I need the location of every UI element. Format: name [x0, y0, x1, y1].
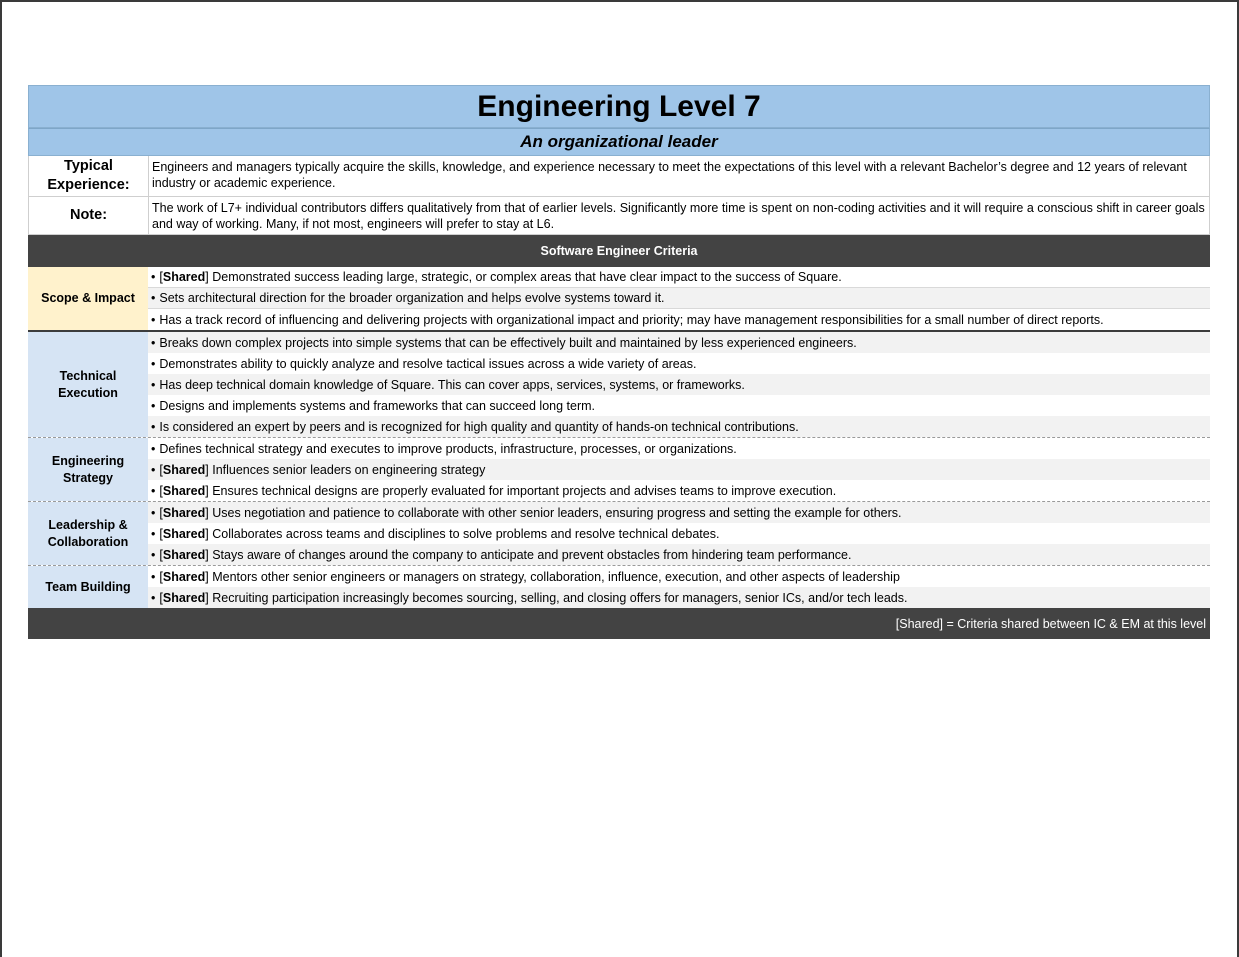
bullet: • [151, 462, 156, 477]
criteria-item [148, 544, 1210, 565]
criteria-item [148, 267, 1210, 288]
criteria-text: Collaborates across teams and disciplines to solve problems and resolve technical debates. [208, 526, 720, 541]
criteria-items [148, 267, 1210, 330]
bracket-close: ] [205, 270, 209, 284]
criteria-text: Recruiting participation increasingly becomes sourcing, selling, and closing offers for managers, senior ICs, and/or tech leads. [208, 590, 908, 605]
criteria-item [148, 480, 1210, 501]
bracket-open: [ [159, 462, 163, 477]
criteria-group [28, 332, 1210, 438]
criteria-item [148, 288, 1210, 309]
bracket-close: ] [205, 590, 209, 605]
bullet: • [151, 291, 156, 305]
bracket-open: [ [159, 569, 163, 584]
criteria-group [28, 267, 1210, 332]
bracket-open: [ [159, 526, 163, 541]
criteria-text: Is considered an expert by peers and is recognized for high quality and quantity of hands-on technical contributions. [159, 419, 799, 434]
criteria-text: Stays aware of changes around the company to anticipate and prevent obstacles from hindering team performance. [208, 547, 852, 562]
shared-tag: Shared [162, 462, 206, 477]
info-label-note: Note: [29, 197, 149, 234]
criteria-items [148, 502, 1210, 565]
level-sheet [28, 85, 1210, 639]
criteria-group [28, 502, 1210, 566]
criteria-text: Demonstrated success leading large, strategic, or complex areas that have clear impact to the success of Square. [208, 270, 842, 284]
shared-tag: Shared [162, 483, 206, 498]
criteria-item [148, 459, 1210, 480]
bullet: • [151, 377, 156, 392]
bullet: • [151, 335, 156, 350]
criteria-group-label: Engineering Strategy [28, 438, 148, 501]
criteria-item [148, 587, 1210, 608]
bullet: • [151, 590, 156, 605]
criteria-text: Breaks down complex projects into simple systems that can be effectively built and maintained by less experienced engineers. [159, 335, 857, 350]
shared-tag: Shared [162, 270, 206, 284]
criteria-item [148, 309, 1210, 330]
bracket-close: ] [205, 483, 209, 498]
bracket-open: [ [159, 505, 163, 520]
criteria-item [148, 502, 1210, 523]
section-header: Software Engineer Criteria [28, 235, 1210, 267]
bullet: • [151, 526, 156, 541]
criteria-items [148, 332, 1210, 437]
bullet: • [151, 398, 156, 413]
criteria-text: Has deep technical domain knowledge of Square. This can cover apps, services, systems, or frameworks. [159, 377, 745, 392]
bullet: • [151, 312, 156, 327]
criteria-text: Has a track record of influencing and delivering projects with organizational impact and priority; may have management responsibilities for a small number of direct reports. [159, 312, 1104, 327]
criteria-group-label: Technical Execution [28, 332, 148, 437]
criteria-items [148, 566, 1210, 608]
bracket-close: ] [205, 547, 209, 562]
info-label-experience: Typical Experience: [29, 156, 149, 196]
info-text-note: The work of L7+ individual contributors differs qualitatively from that of earlier levels. Significantly more time is spent on non-coding activities and it will require a conscious shift in career goals and way of working. Many, if not most, engineers will prefer to stay at L6. [152, 201, 1205, 231]
page-title: Engineering Level 7 [28, 85, 1210, 128]
bullet: • [151, 505, 156, 520]
bracket-close: ] [205, 462, 209, 477]
bracket-close: ] [205, 569, 209, 584]
criteria-item [148, 438, 1210, 459]
shared-tag: Shared [162, 590, 206, 605]
criteria-item [148, 353, 1210, 374]
criteria-text: Ensures technical designs are properly evaluated for important projects and advises teams to improve execution. [208, 483, 837, 498]
bullet: • [151, 441, 156, 456]
criteria-group [28, 566, 1210, 608]
criteria-item [148, 416, 1210, 437]
footer-legend: [Shared] = Criteria shared between IC & EM at this level [28, 608, 1210, 639]
bullet: • [151, 569, 156, 584]
info-row-note [28, 197, 1210, 235]
criteria-text: Demonstrates ability to quickly analyze and resolve tactical issues across a wide variety of areas. [159, 356, 697, 371]
criteria-text: Defines technical strategy and executes to improve products, infrastructure, processes, or organizations. [159, 441, 737, 456]
criteria-text: Uses negotiation and patience to collaborate with other senior leaders, ensuring progress and setting the example for others. [208, 505, 902, 520]
bullet: • [151, 419, 156, 434]
criteria-group-label: Team Building [28, 566, 148, 608]
criteria-text: Sets architectural direction for the broader organization and helps evolve systems toward it. [159, 291, 665, 305]
shared-tag: Shared [162, 526, 206, 541]
shared-tag: Shared [162, 505, 206, 520]
criteria-item [148, 566, 1210, 587]
bullet: • [151, 547, 156, 562]
bullet: • [151, 356, 156, 371]
bullet: • [151, 483, 156, 498]
criteria-text: Influences senior leaders on engineering strategy [208, 462, 486, 477]
bracket-open: [ [159, 590, 163, 605]
shared-tag: Shared [162, 569, 206, 584]
criteria-groups [28, 267, 1210, 608]
criteria-item [148, 374, 1210, 395]
criteria-group-label: Leadership & Collaboration [28, 502, 148, 565]
info-text-experience: Engineers and managers typically acquire the skills, knowledge, and experience necessary to meet the expectations of this level with a relevant Bachelor’s degree and 12 years of relevant industry or academic experience. [152, 160, 1187, 190]
bracket-close: ] [205, 526, 209, 541]
page-subtitle: An organizational leader [28, 128, 1210, 156]
bracket-open: [ [159, 483, 163, 498]
bracket-open: [ [159, 270, 163, 284]
info-row-experience [28, 156, 1210, 197]
criteria-item [148, 332, 1210, 353]
criteria-group-label: Scope & Impact [28, 267, 148, 330]
criteria-items [148, 438, 1210, 501]
criteria-item [148, 395, 1210, 416]
criteria-text: Designs and implements systems and frameworks that can succeed long term. [159, 398, 595, 413]
bracket-open: [ [159, 547, 163, 562]
bullet: • [151, 270, 156, 284]
criteria-item [148, 523, 1210, 544]
shared-tag: Shared [162, 547, 206, 562]
criteria-group [28, 438, 1210, 502]
bracket-close: ] [205, 505, 209, 520]
criteria-text: Mentors other senior engineers or managers on strategy, collaboration, influence, execution, and other aspects of leadership [208, 569, 900, 584]
